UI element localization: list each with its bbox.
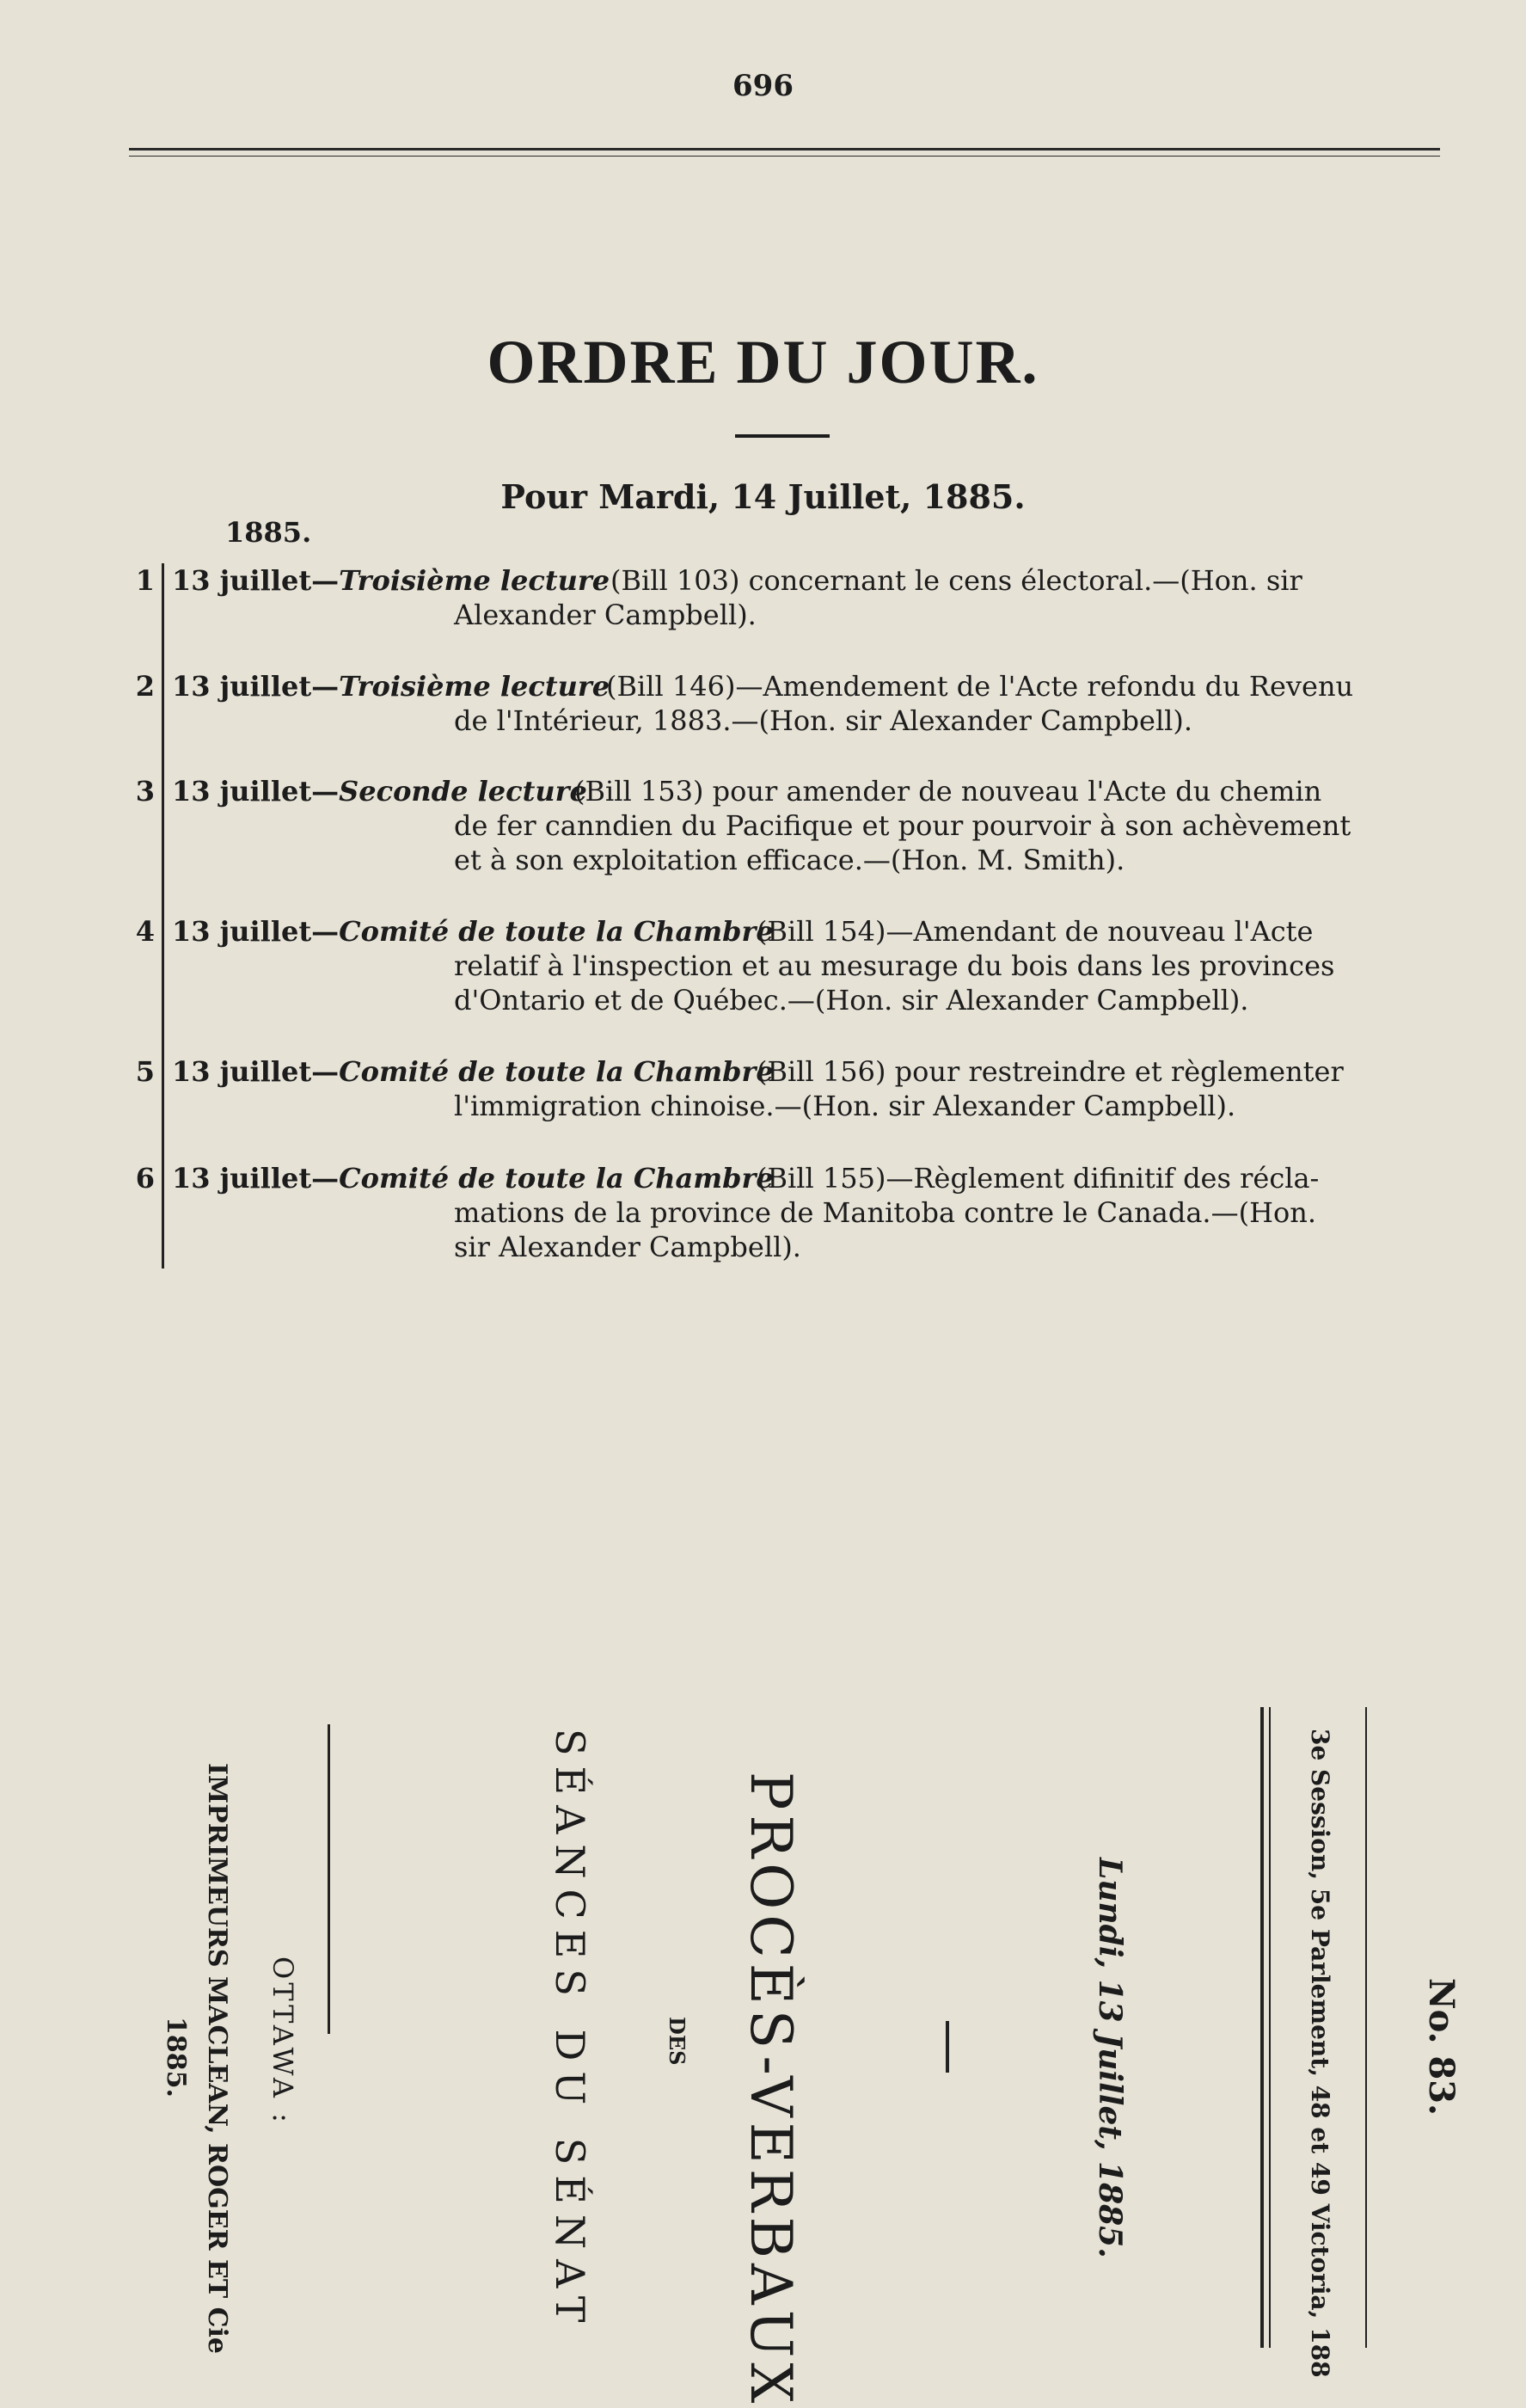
cover-date: Lundi, 13 Juillet, 1885.	[1092, 1858, 1128, 2258]
item-date: 13 juillet—Comité de toute la Chambre	[172, 1162, 774, 1195]
page-number: 696	[732, 69, 794, 103]
item-number: 6	[135, 1162, 155, 1195]
item-text-line: relatif à l'inspection et au mesurage du bois dans les provinces	[454, 949, 1335, 982]
item-text-line: (Bill 154)—Amendant de nouveau l'Acte	[757, 915, 1314, 948]
item-text-line: mations de la province de Manitoba contre le Canada.—(Hon.	[454, 1196, 1317, 1229]
item-text-line: l'immigration chinoise.—(Hon. sir Alexander Campbell).	[454, 1090, 1236, 1122]
cover-rule	[1260, 1707, 1264, 2348]
item-text-line: et à son exploitation efficace.—(Hon. M. Smith).	[454, 844, 1125, 876]
title-rule	[735, 434, 830, 438]
cover-year: 1885.	[161, 2017, 191, 2098]
item-text-line: de fer canndien du Pacifique et pour pourvoir à son achèvement	[454, 809, 1351, 842]
item-text-line: (Bill 103) concernant le cens électoral.—(Hon. sir	[610, 564, 1302, 597]
cover-seances: SÉANCES DU SÉNAT	[547, 1729, 593, 2333]
item-date: 13 juillet—Comité de toute la Chambre	[172, 1055, 774, 1088]
cover-des: DES	[665, 2017, 689, 2066]
cover-printer: IMPRIMEURS MACLEAN, ROGER ET Cie	[202, 1763, 232, 2354]
item-number: 1	[135, 564, 155, 597]
item-text-line: sir Alexander Campbell).	[454, 1231, 801, 1263]
item-text-line: de l'Intérieur, 1883.—(Hon. sir Alexander Campbell).	[454, 704, 1193, 737]
cover-heading: PROCÈS-VERBAUX	[738, 1772, 804, 2408]
cover-number: No. 83.	[1421, 1978, 1462, 2116]
cover-rule	[946, 2021, 949, 2073]
item-number: 3	[135, 775, 155, 808]
item-number: 2	[135, 670, 155, 703]
item-date: 13 juillet—Comité de toute la Chambre	[172, 915, 774, 948]
cover-rule	[1269, 1707, 1271, 2348]
item-text-line: Alexander Campbell).	[454, 599, 757, 631]
cover-rule	[1365, 1707, 1367, 2348]
page-title: ORDRE DU JOUR.	[487, 328, 1039, 396]
top-rule	[129, 148, 1440, 157]
year-label: 1885.	[225, 516, 312, 549]
item-text-line: (Bill 146)—Amendement de l'Acte refondu du Revenu	[606, 670, 1354, 703]
cover-city: OTTAWA :	[267, 1956, 299, 2126]
item-date: 13 juillet—Troisième lecture	[172, 564, 610, 597]
item-text-line: (Bill 153) pour amender de nouveau l'Acte du chemin	[574, 775, 1322, 808]
item-number: 5	[135, 1055, 155, 1088]
cover-session: 3e Session, 5e Parlement, 48 et 49 Victoria, 188	[1306, 1729, 1334, 2378]
item-text-line: d'Ontario et de Québec.—(Hon. sir Alexander Campbell).	[454, 984, 1249, 1017]
item-date: 13 juillet—Seconde lecture	[172, 775, 587, 808]
item-text-line: (Bill 155)—Règlement difinitif des récla-	[757, 1162, 1320, 1195]
page-subtitle: Pour Mardi, 14 Juillet, 1885.	[500, 477, 1026, 516]
item-number: 4	[135, 915, 155, 948]
margin-vertical-rule	[162, 563, 164, 1268]
item-date: 13 juillet—Troisième lecture	[172, 670, 610, 703]
item-text-line: (Bill 156) pour restreindre et règlementer	[757, 1055, 1344, 1088]
cover-rule	[328, 1724, 330, 2034]
